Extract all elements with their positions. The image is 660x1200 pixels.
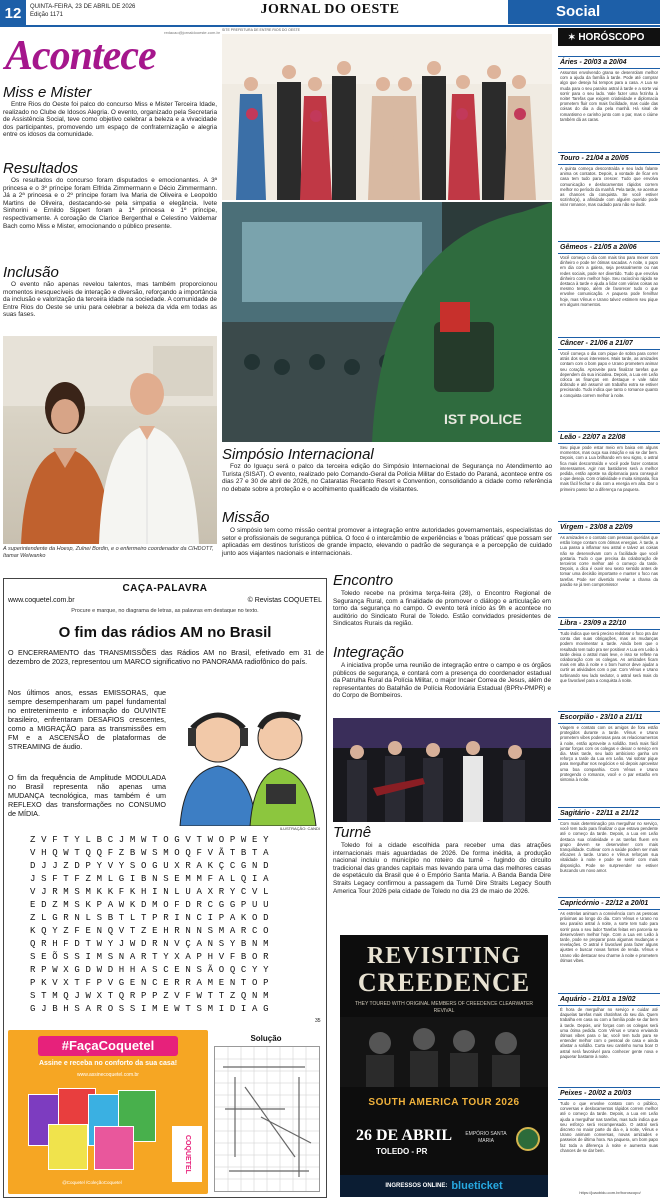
ad-site[interactable]: www.assinecoquetel.com.br xyxy=(77,1072,139,1078)
coquetel-ad[interactable] xyxy=(8,1030,208,1194)
cp-text3: O fim da frequência de Amplitude MODULADA no Brasil representa não apenas uma MUDANÇA tecnológica, mas também é um REFLEXO das transformações no CONSUMO de MÍDIA. xyxy=(8,773,166,818)
sign-heading: Gêmeos - 21/05 a 20/06 xyxy=(558,241,660,254)
photo-police-event xyxy=(222,202,552,442)
sign-text: A quinta começa descontraída e seu lado falante anima os contatos. Depois, a vontade de ficar em casa tem tudo para crescer. Tudo que envolva comunicação e deslocamentos rápidos correm melhor no período da manhã. Pela tarde, se acentue as chances da conquista. Se você estiver sozinho(a), a afinidade com alguém querido pode virar romance, mas cuidado para não se iludir. xyxy=(560,166,659,208)
photo-miss-mister-group xyxy=(222,34,552,200)
ad-subtitle: Assine e receba no conforto da sua casa! xyxy=(38,1060,178,1067)
concert-poster[interactable] xyxy=(340,935,548,1197)
column-email: redacao@jornaldooeste.com.br xyxy=(164,30,220,35)
grid-row[interactable]: RPWXGDWDHHASCENSÃOQCYY xyxy=(30,965,275,975)
poster-tickets-label: INGRESSOS ONLINE: xyxy=(385,1183,448,1189)
grid-row[interactable]: STMQJWXTQRPPZVFWTTZQNM xyxy=(30,991,275,1001)
heading-encontro: Encontro xyxy=(333,572,394,589)
heading-miss: Miss e Mister xyxy=(3,84,92,101)
horoscope-icon: ✶ xyxy=(568,32,576,42)
sign-heading: Escorpião - 23/10 a 21/11 xyxy=(558,711,660,724)
grid-row[interactable]: SEÕSSIMSNARTYXAPHVFBOR xyxy=(30,952,275,962)
sign-heading: Touro - 21/04 a 20/05 xyxy=(558,152,660,165)
sign-heading: Capricórnio - 22/12 a 20/01 xyxy=(558,897,660,910)
section-label: Social xyxy=(508,0,660,24)
poster-venue: EMPÓRIO SANTA MARIA xyxy=(465,1131,507,1144)
heading-missao: Missão xyxy=(222,509,270,526)
coquetel-logo: COQUETEL xyxy=(172,1126,202,1182)
grid-row[interactable]: DJJZDPYVYSOGUXRAKÇCGND xyxy=(30,861,275,871)
text-encontro: Toledo recebe na próxima terça-feira (28), o Encontro Regional de Segurança Rural, com a finalidade de promover o diálogo e articulação em torno da segurança no campo. O evento terá início às 9h e acontece no auditório do Sindicato Rural de Toledo. Estão convidados presidentes de Sindicatos Rurais da região. xyxy=(333,590,551,628)
grid-row[interactable]: VHQWTQQFZBWSMOQFVÃTBTA xyxy=(30,848,275,858)
horoscope-sign xyxy=(558,241,660,338)
date-line: QUINTA-FEIRA, 23 DE ABRIL DE 2026 Edição 1171 xyxy=(30,4,136,18)
solution-title: Solução xyxy=(250,1034,282,1043)
svg-text:IST POLICE: IST POLICE xyxy=(444,411,522,427)
horoscope-title: ✶ HORÓSCOPO xyxy=(558,28,660,46)
heading-integracao: Integração xyxy=(333,644,404,661)
sign-text: Você começa o dia com mais tino para mexer com dinheiro e pode ter ótimas sacadas. A noite, o papo em dia com a galera, seja pessoalmente ou nas redes sociais, pode ser divertido. Tudo que envolva dinheiro corre melhor hoje. Seu raciocínio rápido se destaca à tarde e ajuda a lidar com várias coisas ao mesmo tempo, além de favorecer tudo o que envolve comunicação. A paquera pode fervilhar hoje, mas Vênus e Urano talvez estimem seu pique em alguns momentos. xyxy=(560,255,658,307)
horoscope-sign xyxy=(558,711,660,808)
venue-seal-icon xyxy=(516,1127,540,1151)
text-integracao: A iniciativa propõe uma reunião de integração entre o campo e os órgãos públicos de segurança, e contará com a presença do coordenador estadual da Patrulha Rural da Polícia Militar, o major Incaer Correa de Jesus, além de representantes do Batalhão de Polícia Rodoviária Estadual (BPRv-PMPR) e do Corpo de Bombeiros. xyxy=(333,662,551,700)
sign-text: As estrelas animam a convivência com as pessoas próximas ao longo do dia. Com Vênus e Urano no seu paraíso astral à noite, a sorte tem tudo para sorrir para o seu lado! Tarefas feitas em parceria se desenvolvem melhor hoje. Com a Lua em Leão à tarde, pode se preparar para algumas mudanças e revelações. O astral é favorável para fazer alguns ajustes e buscar novas fontes de renda. Vênus e Urano vão destacar seu charme à noite e prometem ótimas vibes. xyxy=(560,911,658,963)
heading-inclusao: Inclusão xyxy=(3,264,59,281)
poster-city: TOLEDO - PR xyxy=(376,1147,428,1156)
sign-heading: Libra - 23/09 a 22/10 xyxy=(558,617,660,630)
poster-date: 26 DE ABRIL xyxy=(356,1127,453,1144)
text-simposio: Foz do Iguaçu será o palco da terceira edição do Simpósio Internacional de Segurança no Atendimento ao Turista (SISAT). O evento, realizado pelo Comando-Geral da Polícia Militar do Estado do Paraná, acontece entre os dias 27 e 30 de abril de 2026, no Cataratas Recanto Resort e Convention, consolidando a cidade como referência no debate sobre a proteção e o acolhimento qualificado de visitantes. xyxy=(222,463,552,493)
newspaper-brand: JORNAL DO OESTE xyxy=(260,2,400,17)
magazine-covers xyxy=(28,1084,168,1172)
photo-band xyxy=(333,718,551,822)
sign-heading: Leão - 22/07 a 22/08 xyxy=(558,431,660,444)
horoscope-sign xyxy=(558,152,660,242)
poster-tour: SOUTH AMERICA TOUR 2026 xyxy=(368,1097,520,1108)
sign-text: É hora de mergulhar no serviço e cuidar até daquelas tarefas mais chatinhas do seu dia. Quem trabalha em casa ou com a família pode se dar bem à tarde. Depois, unir forças com os colegas será uma ótima pedida. Com Vênus e Urano enviando ótimas vibes para o lar, você tem tudo para se entender melhor com o pessoal de casa e ainda afastar a solidão. Curta seu cantinho numa boa! O astral será favorável para conhecer gente nova e paquerar bastante à noite. xyxy=(560,1007,658,1059)
sign-text: Tudo o que envolve contato com o público, conversas e deslocamentos rápidos correm melhor até o começo da tarde. Depois, a Lua em Leão ajuda a mergulhar nas tarefas, mas tudo indica que seu esforço será recompensado. O astral será discreto no maior parte do dia e, à noite, Vênus e Urano animam conversas, novas amizades e passeios de última hora. Na paquera, um bom papo faz toda a diferença à noite e aumenta suas chances de se dar bem. xyxy=(560,1101,658,1153)
cp-site[interactable]: www.coquetel.com.br xyxy=(8,597,75,604)
cp-title: CAÇA-PALAVRA xyxy=(122,583,208,594)
cp-instructions: Procure e marque, no diagrama de letras, as palavras em destaque no texto. xyxy=(71,608,259,614)
heading-simposio: Simpósio Internacional xyxy=(222,446,374,463)
sign-text: Você começa o dia com pique de sobra para correr atrás dos seus interesses. Mais tarde, as amizades contam com o bom papo e Urano prometem animar seu coração. Aproveite para finalizar tarefas que dependem da sua iniciativa. Depois, a Lua em Leão coloca as finanças em destaque e vale ralar dobrado e até assumir um trabalho extra se estiver precisando. Tudo indica que tanto o romance quanto a conquista correm melhor à noite. xyxy=(560,351,658,398)
sign-text: Seu pique pode estar meio em baixa em alguns momentos, mas ouça sua intuição e vai se dar bem. Depois, com a Lua brilhando em seu signo, o astral fica mais descontraído e você pode fazer contatos interessantes. Agir nos bastidores será a melhor pedida, então aposte na diplomacia para conseguir o que deseja. Com criatividade e muita simpatia, fica mais fácil fechar o dia com a energia em alta. Dar o primeiro passo faz a diferença na paquera. xyxy=(560,445,658,492)
photo-caption: A superintendente da Hoesp, Zulnei Bordin, e o enfermeiro coordenador da CIHDOTT, Itamar Welwanko xyxy=(3,546,214,559)
heading-turne: Turnê xyxy=(333,824,372,841)
cp-illustration-credit: ILUSTRAÇÃO: CANDI xyxy=(279,826,320,831)
sign-heading: Câncer - 21/06 a 21/07 xyxy=(558,337,660,350)
horoscope-source[interactable]: https://joaobidu.com.br/horoscopo/ xyxy=(579,1190,641,1195)
horoscope-sign xyxy=(558,431,660,522)
sign-text: Assuntos envolvendo grana se desenrolam melhor com a ajuda da família à tarde. Pode até comprar algo que deseja há tempos para a casa. A Lua se muda para o seu paraíso astral à tarde e a sorte vai sorrir para o seu lado. Vale fazer uma fezinha à noite! Tarefas que exigem criatividade e diplomacia prometem fluir com mais facilidade, mas cuide das coisas do dia a dia pela manhã. Há sinal de romantismo e carinho junto com o par, mas o ciúme também dá as caras. xyxy=(560,70,658,122)
sign-text: Viagem e contato com os amigos de fora estão protegidos durante a tarde. Vênus e Urano prometem vibes poderosas para os relacionamentos à noite, então aproveite a solidão. Será mais fácil juntar forças com os colegas e deixar o serviço em dia. Mais tarde, seu lado ambicioso ganha um reforço a tarde da Lua em Leão. Vai sobrar pique para mergulhar nos negócios e só depois aproveitar uma boa companhia. Com Vênus e Urano protegendo o romance, você e o par estarão em sintonia à noite. xyxy=(560,725,658,783)
horoscope-sign xyxy=(558,56,660,153)
sign-text: Tudo indica que será preciso redobrar o foco pra dar conta das suas obrigações, mas as mudanças podem movimentar a tarde. Ainda bem que o resultado tem tudo pra ser positivo! A Lua em Leão à tarde deixa o astral mais leve, e isso se reflete na colaboração com os colegas. As amizades ficam mais em alta à noite e o bom humor deve ajudar a curtir as atividades com o par. Com Vênus e Urano turbinando seu lado sedutor, o astral será mais do que favorável para a conquista à noite. xyxy=(560,631,659,683)
text-inclusao: O evento não apenas revelou talentos, mas também proporcionou momentos inesquecíveis de interação e diversão, reforçando a importância da inclusão e valorização da terceira idade na sociedade. A comunidade de Entre Rios do Oeste se uniu para celebrar a beleza da vida em todas as suas fases. xyxy=(3,281,217,319)
cp-headline: O fim das rádios AM no Brasil xyxy=(58,624,272,641)
cp-text1: O ENCERRAMENTO das TRANSMISSÕES das Rádios AM no Brasil, efetivado em 31 de dezembro de 2023, representou um MARCO significativo no PANORAMA radiofônico do país. xyxy=(8,648,324,666)
column-logo: Acontece xyxy=(5,33,156,79)
cp-text2: Nos últimos anos, essas EMISSORAS, que sempre desempenharam um papel fundamental no entretenimento e informação do OUVINTE brasileiro, enfrentaram DESAFIOS crescentes, como a MIGRAÇÃO para as transmissões em FM e a ASCENSÃO de plataformas de STREAMING de áudio. xyxy=(8,688,166,751)
sign-heading: Sagitário - 22/11 a 21/12 xyxy=(558,807,660,820)
sign-text: As amizades e o contato com pessoas queridas que estão longe contam com ótimas energias. À tarde, a Lua passa a inflamar seu astral e talvez as coisas não se desenvolvam com a facilidade que você gostaria. Tudo o que precisa da colaboração de terceiros corre melhor até o começo da tarde. Depois, a dica é ouvir seu sexto sentido antes de tomar uma decisão importante e manter o foco nas tarefas. Pode ser divertido revelar a chama da paixão se já tem compromisso! xyxy=(560,535,658,587)
grid-row[interactable]: PKVXTFPVGENCERRAMENTOP xyxy=(30,978,275,988)
grid-row[interactable]: EDZMSKPAWKDMOFDRCGGPUU xyxy=(30,900,275,910)
sign-heading: Aquário - 21/01 a 19/02 xyxy=(558,993,660,1006)
sign-text: Com mais determinação pra mergulhar no serviço, você tem tudo para finalizar o que estava pendente até o começo da tarde. Depois, a Lua em Leão destaca sua criatividade e as tarefas fluem em grupo devem se desenvolver com mais tranquilidade. Cultivar com a saúde podem ser mais eficazes à tarde. Urano e Vênus reforçam sua vitalidade à noite e pode se sentir com mais disposição. Pode se surpreender se estiver buscando um novo amor. xyxy=(560,821,658,873)
cp-brand: © Revistas COQUETEL xyxy=(247,597,322,604)
grid-row[interactable]: GJBHSAROSSIMEWTSMIDIAG xyxy=(30,1004,275,1014)
sign-heading: Peixes - 20/02 a 20/03 xyxy=(558,1087,660,1100)
horoscope-sign xyxy=(558,993,660,1088)
cp-page-ref: 35 xyxy=(315,1018,321,1024)
horoscope-sign xyxy=(558,521,660,618)
ad-social[interactable]: @Coquetel /ColeçãoCoquetel xyxy=(62,1180,122,1185)
poster-tagline: THEY TOURED WITH ORIGINAL MEMBERS OF CREEDENCE CLEARWATER REVIVAL xyxy=(354,1001,534,1014)
cp-illustration xyxy=(170,688,322,826)
text-turne: Toledo foi a cidade escolhida para receber uma das atrações internacionais mais aguardadas de 2026. De forma inédita, a produção nacional incluiu o município no roteiro da turnê - fugindo do circuito tradicional das grandes capitais mas levando para uma das melhores casas de espetáculo da Brasil que é o Empório Santa Maria. A Banda Banda Dire Straits Legacy confirmou a passagem da Turnê Dire Straits Legacy South America Tour 2026 pela cidade de Toledo no dia 23 de maio de 2026. xyxy=(333,842,551,895)
sign-heading: Virgem - 23/08 a 22/09 xyxy=(558,521,660,534)
grid-row[interactable]: KQYZFENQVTZEHRNNSMARCO xyxy=(30,926,275,936)
word-search-grid[interactable] xyxy=(30,834,310,1016)
horoscope-sign xyxy=(558,1087,660,1190)
heading-resultados: Resultados xyxy=(3,160,79,177)
ticketer-logo[interactable]: blueticket xyxy=(451,1180,503,1192)
photo-credit: SITE PREFEITURA DE ENTRE RIOS DO OESTE xyxy=(222,28,300,32)
poster-line1: REVISITING xyxy=(366,943,522,969)
grid-row[interactable]: ZVFTYLBCJMWTOGVTWOPWEY xyxy=(30,835,275,845)
grid-row[interactable]: QRHFDTWYJWDRNVÇANSYBNM xyxy=(30,939,275,949)
photo-two-people xyxy=(3,336,217,544)
grid-row[interactable]: ZLGRNLSBTLTPRINCIPAKOD xyxy=(30,913,275,923)
grid-row[interactable]: JSFTFZMLGIBNSEMMFALQIA xyxy=(30,874,275,884)
text-missao: O simpósio tem como missão central promover a integração entre autoridades governamentais, especialistas do setor e profissionais de segurança pública. O foco é o intercâmbio de experiências e 'boas práticas' que possam ser aplicadas em destinos turísticos de grande impacto, elevando o padrão de segurança e a percepção de cuidado junto aos viajantes nacionais e internacionais. xyxy=(222,527,552,557)
sign-heading: Áries - 20/03 a 20/04 xyxy=(558,56,660,69)
ad-title: #FaçaCoquetel xyxy=(38,1036,178,1056)
text-resultados: Os resultados do concurso foram disputados e emocionantes. A 3ª princesa e o 3º príncipe foram Elfrida Zimmermann e Décio Zimmermann. Já a 2ª princesa e o 2º príncipe foram Iva Maria de Oliveira e Leopoldo Martins de Oliveira, destacando-se pela simpatia e elegância. Ivete Sinhorini e Ernildo Sippert foram a 1ª princesa e 1º príncipe, respectivamente. A coroação de Clarice Bergenthal e Celestino Valdemar Bach como Miss e Mister, emocionando o público presente. xyxy=(3,177,217,230)
horoscope-sign xyxy=(558,337,660,432)
horoscope-sign xyxy=(558,897,660,994)
horoscope-sign xyxy=(558,807,660,898)
poster-line2: CREEDENCE xyxy=(357,968,531,997)
solution-grid xyxy=(214,1046,320,1192)
page-number: 12 xyxy=(0,0,26,26)
grid-row[interactable]: VJRMSMKKFKHINLUAXRYCVL xyxy=(30,887,275,897)
header-rule xyxy=(0,25,660,27)
text-miss: Entre Rios do Oeste foi palco do concurso Miss e Mister Terceira Idade, realizado no Clube de Idosos Alegria. O evento, organizado pela Secretaria de Assistência Social, teve como objetivo celebrar a beleza e a vivacidade dos participantes, promovendo um espaço de confraternização e alegria entre os idosos da comunidade. xyxy=(3,101,217,139)
horoscope-sign xyxy=(558,617,660,712)
